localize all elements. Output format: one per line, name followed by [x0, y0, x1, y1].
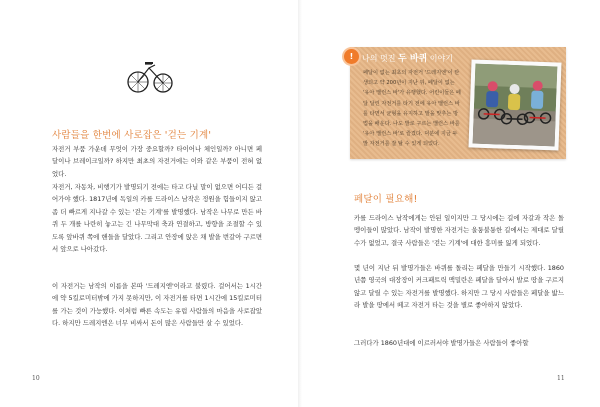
feature-title-highlight: 두 바퀴: [398, 54, 428, 64]
page-number: 11: [557, 375, 565, 382]
paragraph: 자전거 부품 가운데 무엇이 가장 중요할까? 타이어나 체인일까? 아니면 페달이나 브레이크일까? 하지만 최초의 자전거에는 이와 같은 부품이 전혀 없었다.: [52, 145, 262, 178]
penny-farthing-bicycle-icon: [125, 58, 175, 94]
section-heading: 사람들을 한번에 사로잡은 '걷는 기계': [52, 130, 212, 141]
paragraph: 이 자전거는 남작의 이름을 본따 '드레지엔'이라고 불렸다. 걸어서는 1시간에 약 5킬로미터밖에 가지 못하지만, 이 자전거를 타면 1시간에 15킬로미터를 가는 것이 가능했다. 이처럼 빠른 속도는 유럽 사람들의 마음을 사로잡았다. 하지만 드레지엔은 너무 비싸서 돈이 많은 사람들만 살 수 있었다.: [52, 282, 262, 328]
section-heading: 페달이 필요해!: [354, 194, 418, 205]
paragraph: 몇 년이 지난 뒤 발명가들은 바퀴를 돌리는 페달을 만들기 시작했다. 1860년쯤 영국의 대장장이 커크패트릭 맥밀란은 페달을 달아서 발로 땅을 구르지 않고 달릴 수 있는 자전거를 발명했다. 하지만 그 당시 사람들은 페달을 밟느라 발을 땅에서 떼고 자전거 타는 것을 별로 좋아하지 않았다.: [354, 264, 564, 310]
page-number: 10: [32, 375, 40, 382]
feature-title: [362, 51, 453, 64]
left-page: [0, 0, 298, 407]
paragraph: 자전거, 자동차, 비행기가 발명되기 전에는 타고 다닐 말이 없으면 어디든 걸어가야 했다. 1817년에 독일의 카를 드라이스 남작은 정원을 힘들이지 않고 좀 더 빠르게 지나갈 수 있는 '걷는 기계'를 발명했다. 남작은 나무로 만든 바퀴 두 개를 나란히 놓고는 긴 나무막대 축과 연결하고, 방향을 조절할 수 있도록 앞바퀴 쪽에 핸들을 달았다. 그리고 안장에 앉은 채 발을 번갈아 구르면서 앞으로 나아갔다.: [52, 183, 262, 254]
feature-title-prefix: 나의 멋진: [362, 54, 398, 63]
paragraph: 카를 드라이스 남작에게는 안된 일이지만 그 당시에는 길에 자갈과 작은 돌멩이들이 많았다. 남작이 발명한 자전거는 울퉁불퉁한 길에서는 제대로 달릴 수가 없었고, 결국 사람들은 '걷는 기계'에 대한 흥미를 잃게 되었다.: [354, 214, 564, 247]
feature-text: 페달이 없는 최초의 자전거 '드레지엔'이 탄생되고 약 200년이 지난 뒤, 페달이 없는 '유아 밸런스 바'가 유행했다. 어린이들은 페달 달린 자전거를 타기 전에 유아 밸런스 바를 타면서 균형을 유지하고 발을 맞추는 방법을 배운다. 나도 발로 구르는 밸런스 바를 '유아 밸런스 바'로 즐겼다. 덕분에 지금 두발 자전거를 잘 탈 수 있게 되었다.: [363, 70, 461, 148]
feature-badge-icon: !: [344, 49, 359, 64]
feature-box: [350, 47, 566, 159]
feature-title-suffix: 이야기: [427, 54, 453, 63]
photo-frame: [468, 59, 561, 150]
children-balance-bike-photo: [473, 64, 558, 147]
paragraph: 그러다가 1860년대에 이르러서야 발명가들은 사람들이 좋아할: [354, 339, 529, 347]
